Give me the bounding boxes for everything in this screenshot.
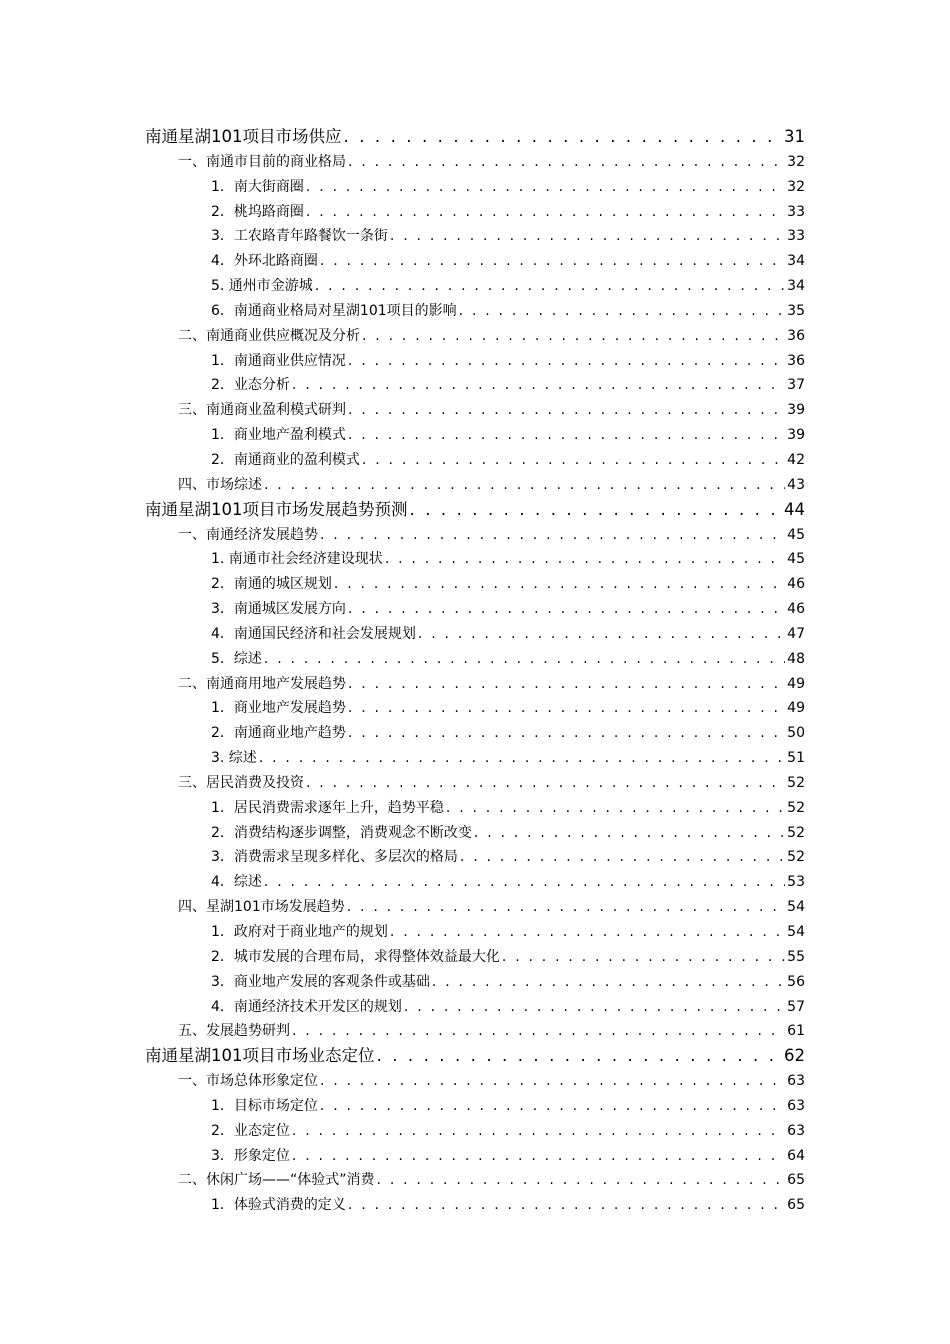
toc-entry[interactable]: [0, 895, 950, 920]
toc-entry-page-number: 37: [787, 377, 805, 394]
dot-leader: [347, 895, 785, 920]
toc-entry-page-number: 52: [787, 824, 805, 841]
dot-leader: [432, 970, 785, 995]
dot-leader: [348, 423, 785, 448]
dot-leader: [390, 920, 785, 945]
toc-entry-page-number: 64: [787, 1147, 805, 1164]
toc-entry[interactable]: [0, 572, 950, 597]
dot-leader: [418, 622, 785, 647]
toc-entry[interactable]: [0, 597, 950, 622]
toc-entry-label: 2．业态定位: [211, 1122, 290, 1139]
toc-entry-label: 4．南通经济技术开发区的规划: [211, 998, 402, 1015]
toc-entry-page-number: 34: [787, 278, 805, 295]
toc-entry-page-number: 32: [787, 178, 805, 195]
toc-entry[interactable]: [0, 125, 950, 150]
toc-entry-label: 2．南通商业地产趋势: [211, 725, 346, 742]
toc-entry-label: 1．商业地产盈利模式: [211, 427, 346, 444]
toc-entry-label: 三、南通商业盈利模式研判: [178, 402, 346, 419]
toc-entry-page-number: 56: [787, 973, 805, 990]
toc-entry-label: 四、星湖101市场发展趋势: [178, 899, 345, 916]
toc-entry[interactable]: [0, 1044, 950, 1069]
toc-entry-page-number: 65: [787, 1197, 805, 1214]
toc-entry-label: 3．消费需求呈现多样化、多层次的格局: [211, 849, 458, 866]
toc-entry[interactable]: [0, 622, 950, 647]
toc-entry[interactable]: [0, 398, 950, 423]
toc-entry-page-number: 34: [787, 253, 805, 270]
dot-leader: [264, 473, 785, 498]
toc-entry-page-number: 63: [787, 1073, 805, 1090]
toc-entry-page-number: 46: [787, 576, 805, 593]
toc-entry-page-number: 36: [787, 352, 805, 369]
dot-leader: [460, 845, 785, 870]
dot-leader: [377, 1168, 786, 1193]
dot-leader: [348, 721, 785, 746]
toc-entry[interactable]: [0, 920, 950, 945]
toc-entry[interactable]: [0, 970, 950, 995]
toc-entry-page-number: 55: [787, 948, 805, 965]
dot-leader: [306, 200, 785, 225]
toc-entry-label: 3．工农路青年路餐饮一条街: [211, 228, 388, 245]
dot-leader: [377, 1044, 783, 1069]
toc-entry-label: 五、发展趋势研判: [178, 1023, 290, 1040]
toc-entry-label: 6．南通商业格局对星湖101项目的影响: [211, 302, 457, 319]
dot-leader: [306, 175, 785, 200]
toc-entry[interactable]: [0, 1144, 950, 1169]
toc-entry[interactable]: [0, 845, 950, 870]
toc-entry-label: 三、居民消费及投资: [178, 774, 304, 791]
dot-leader: [362, 324, 785, 349]
toc-entry-page-number: 35: [787, 302, 805, 319]
toc-entry-label: 5．综述: [211, 650, 262, 667]
toc-entry-label: 3．南通城区发展方向: [211, 601, 346, 618]
toc-entry[interactable]: [0, 771, 950, 796]
toc-entry-label: 2．南通商业的盈利模式: [211, 451, 360, 468]
dot-leader: [348, 696, 785, 721]
toc-entry-page-number: 44: [784, 499, 805, 519]
toc-entry-label: 3．形象定位: [211, 1147, 290, 1164]
toc-entry[interactable]: [0, 349, 950, 374]
toc-entry[interactable]: [0, 672, 950, 697]
toc-entry-page-number: 52: [787, 849, 805, 866]
toc-entry-page-number: 51: [787, 750, 805, 767]
toc-entry[interactable]: [0, 200, 950, 225]
toc-entry-label: 二、南通商用地产发展趋势: [178, 675, 346, 692]
toc-entry-page-number: 53: [787, 874, 805, 891]
toc-entry-page-number: 36: [787, 327, 805, 344]
toc-entry[interactable]: [0, 299, 950, 324]
toc-entry-page-number: 52: [787, 799, 805, 816]
toc-entry[interactable]: [0, 249, 950, 274]
toc-entry-page-number: 45: [787, 551, 805, 568]
toc-entry[interactable]: [0, 1168, 950, 1193]
toc-entry-label: 四、市场综述: [178, 476, 262, 493]
dot-leader: [264, 870, 785, 895]
toc-entry-label: 1．居民消费需求逐年上升，趋势平稳: [211, 799, 444, 816]
toc-entry-page-number: 49: [787, 675, 805, 692]
toc-entry[interactable]: [0, 796, 950, 821]
toc-entry-page-number: 32: [787, 153, 805, 170]
toc-entry-label: 一、南通市目前的商业格局: [178, 153, 346, 170]
toc-entry-label: 1．商业地产发展趋势: [211, 700, 346, 717]
toc-entry[interactable]: [0, 547, 950, 572]
toc-entry[interactable]: [0, 274, 950, 299]
dot-leader: [348, 597, 785, 622]
toc-entry[interactable]: [0, 721, 950, 746]
dot-leader: [404, 995, 785, 1020]
toc-entry-page-number: 54: [787, 924, 805, 940]
toc-entry[interactable]: [0, 746, 950, 771]
toc-entry[interactable]: [0, 498, 950, 523]
dot-leader: [320, 1069, 785, 1094]
dot-leader: [348, 150, 785, 175]
dot-leader: [459, 299, 786, 324]
dot-leader: [385, 547, 785, 572]
dot-leader: [292, 1119, 785, 1144]
toc-entry-page-number: 31: [784, 127, 805, 146]
toc-entry[interactable]: [0, 150, 950, 175]
toc-entry-label: 2．业态分析: [211, 377, 290, 394]
toc-entry-label: 2．桃坞路商圈: [211, 203, 304, 220]
toc-entry-page-number: 63: [787, 1097, 805, 1114]
toc-entry-page-number: 65: [787, 1172, 805, 1189]
dot-leader: [259, 746, 785, 771]
toc-entry-page-number: 39: [787, 427, 805, 444]
toc-entry-page-number: 50: [787, 725, 805, 742]
dot-leader: [348, 672, 785, 697]
toc-entry[interactable]: [0, 448, 950, 473]
dot-leader: [292, 1144, 785, 1169]
toc-entry[interactable]: [0, 423, 950, 448]
toc-entry-label: 4．外环北路商圈: [211, 253, 318, 270]
dot-leader: [320, 1094, 785, 1119]
dot-leader: [362, 448, 785, 473]
dot-leader: [390, 224, 785, 249]
toc-entry-page-number: 52: [787, 774, 805, 791]
toc-entry-label: 3. 综述: [211, 750, 257, 767]
toc-entry-label: 2．消费结构逐步调整，消费观念不断改变: [211, 824, 472, 841]
toc-entry-label: 南通星湖101项目市场供应: [145, 127, 342, 146]
toc-entry-page-number: 62: [784, 1046, 805, 1066]
toc-entry-page-number: 63: [787, 1122, 805, 1139]
toc-entry[interactable]: [0, 1069, 950, 1094]
dot-leader: [344, 125, 783, 150]
toc-entry-label: 二、休闲广场——“体验式”消费: [178, 1172, 375, 1189]
toc-entry-label: 南通星湖101项目市场业态定位: [145, 1046, 375, 1066]
toc-entry-label: 二、南通商业供应概况及分析: [178, 327, 360, 344]
dot-leader: [348, 398, 785, 423]
toc-entry-page-number: 42: [787, 451, 805, 468]
toc-entry-label: 1．南大街商圈: [211, 178, 304, 195]
toc-entry[interactable]: [0, 324, 950, 349]
dot-leader: [292, 1019, 785, 1044]
toc-entry[interactable]: [0, 473, 950, 498]
toc-entry-label: 一、南通经济发展趋势: [178, 526, 318, 543]
toc-entry[interactable]: [0, 1193, 950, 1218]
toc-entry-label: 1．南通商业供应情况: [211, 352, 346, 369]
dot-leader: [320, 249, 785, 274]
toc-entry-page-number: 57: [787, 998, 805, 1015]
toc-entry-page-number: 45: [787, 526, 805, 543]
toc-entry-label: 南通星湖101项目市场发展趋势预测: [145, 499, 408, 519]
dot-leader: [320, 523, 785, 548]
toc-entry[interactable]: [0, 1019, 950, 1044]
toc-entry-label: 5. 通州市金游城: [211, 278, 313, 295]
toc-entry-label: 1．目标市场定位: [211, 1097, 318, 1114]
table-of-contents: [0, 125, 950, 1218]
dot-leader: [446, 796, 785, 821]
dot-leader: [348, 349, 785, 374]
toc-entry[interactable]: [0, 224, 950, 249]
toc-entry[interactable]: [0, 870, 950, 895]
dot-leader: [306, 771, 785, 796]
toc-entry-label: 3．商业地产发展的客观条件或基础: [211, 973, 430, 990]
toc-entry-label: 4．综述: [211, 874, 262, 891]
toc-entry-page-number: 48: [787, 650, 805, 667]
toc-entry-page-number: 39: [787, 402, 805, 419]
toc-entry[interactable]: [0, 647, 950, 672]
toc-entry-page-number: 54: [787, 899, 805, 916]
dot-leader: [315, 274, 785, 299]
toc-entry-label: 2．城市发展的合理布局，求得整体效益最大化: [211, 948, 500, 965]
toc-entry[interactable]: [0, 945, 950, 970]
toc-entry-page-number: 46: [787, 601, 805, 618]
toc-entry-page-number: 43: [787, 476, 805, 493]
toc-entry-page-number: 33: [787, 203, 805, 220]
dot-leader: [502, 945, 785, 970]
toc-entry-page-number: 47: [787, 625, 805, 642]
toc-entry[interactable]: [0, 821, 950, 846]
toc-entry-page-number: 49: [787, 700, 805, 717]
dot-leader: [292, 373, 785, 398]
toc-entry[interactable]: [0, 696, 950, 721]
toc-entry[interactable]: [0, 1119, 950, 1144]
toc-entry-label: 1. 南通市社会经济建设现状: [211, 551, 383, 568]
toc-entry[interactable]: [0, 175, 950, 200]
toc-entry[interactable]: [0, 995, 950, 1020]
toc-entry-page-number: 33: [787, 228, 805, 245]
toc-entry[interactable]: [0, 523, 950, 548]
dot-leader: [410, 498, 783, 523]
toc-entry[interactable]: [0, 373, 950, 398]
dot-leader: [334, 572, 785, 597]
toc-entry-label: 1．体验式消费的定义: [211, 1197, 346, 1214]
dot-leader: [474, 821, 785, 846]
toc-entry-label: 4．南通国民经济和社会发展规划: [211, 625, 416, 642]
toc-entry-label: 一、市场总体形象定位: [178, 1073, 318, 1090]
toc-entry-label: 2．南通的城区规划: [211, 576, 332, 593]
toc-entry-label: 1．政府对于商业地产的规划: [211, 924, 388, 940]
dot-leader: [348, 1193, 785, 1218]
dot-leader: [264, 647, 785, 672]
toc-entry[interactable]: [0, 1094, 950, 1119]
toc-entry-page-number: 61: [787, 1023, 805, 1040]
